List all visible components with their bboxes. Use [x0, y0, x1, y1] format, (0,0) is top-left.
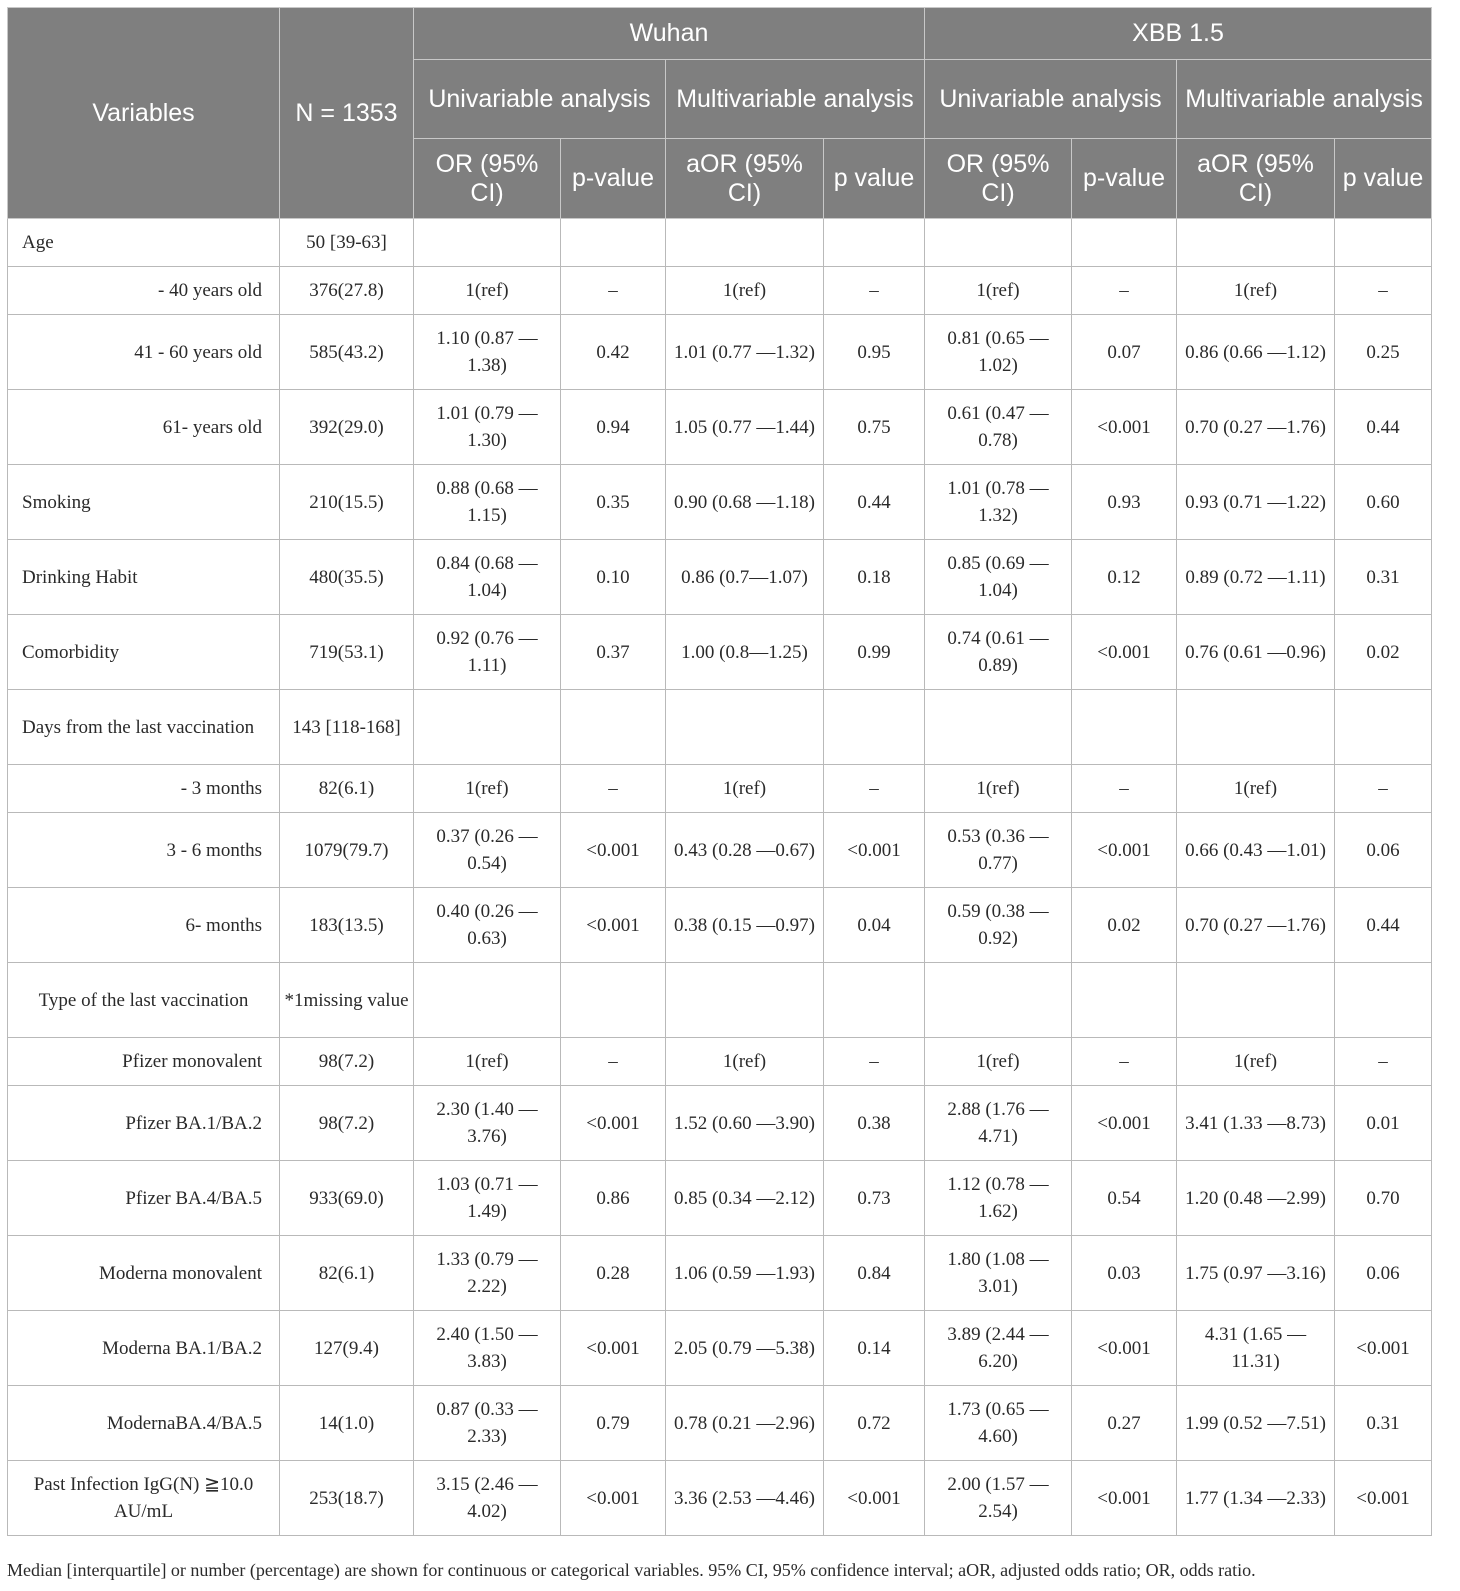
- odds-ratio-cell: 2.00 (1.57 —2.54): [925, 1461, 1072, 1536]
- odds-ratio-cell: 1(ref): [1177, 1038, 1335, 1086]
- odds-ratio-cell: 1(ref): [666, 1038, 824, 1086]
- row-label: Age: [8, 219, 280, 267]
- table-row: [8, 1038, 1432, 1086]
- table-row: [8, 1386, 1432, 1461]
- table-footnote: Median [interquartile] or number (percentage) are shown for continuous or categorical variables. 95% CI, 95% confidence interval; aOR, adjusted odds ratio; OR, odds ratio.: [7, 1560, 1256, 1580]
- row-count: 253(18.7): [280, 1461, 414, 1536]
- p-value-cell: –: [824, 1038, 925, 1086]
- odds-ratio-cell: 0.85 (0.34 —2.12): [666, 1161, 824, 1236]
- row-label: 3 - 6 months: [8, 813, 280, 888]
- odds-ratio-cell: 0.90 (0.68 —1.18): [666, 465, 824, 540]
- odds-ratio-cell: [414, 963, 561, 1038]
- p-value-cell: –: [561, 1038, 666, 1086]
- odds-ratio-cell: 1(ref): [666, 765, 824, 813]
- odds-ratio-cell: 0.40 (0.26 —0.63): [414, 888, 561, 963]
- p-value-cell: 0.35: [561, 465, 666, 540]
- row-label: 61- years old: [8, 390, 280, 465]
- p-value-cell: <0.001: [1335, 1311, 1432, 1386]
- p-value-cell: –: [561, 765, 666, 813]
- header-wuhan-univariable: Univariable analysis: [414, 60, 666, 139]
- row-count: 98(7.2): [280, 1038, 414, 1086]
- header-group-wuhan: Wuhan: [414, 8, 925, 60]
- p-value-cell: <0.001: [824, 813, 925, 888]
- odds-ratio-table: [7, 7, 1432, 1536]
- odds-ratio-cell: 0.84 (0.68 —1.04): [414, 540, 561, 615]
- odds-ratio-cell: 1.20 (0.48 —2.99): [1177, 1161, 1335, 1236]
- header-xbb-p-uni: p-value: [1072, 139, 1177, 219]
- odds-ratio-cell: 0.87 (0.33 —2.33): [414, 1386, 561, 1461]
- odds-ratio-cell: 2.88 (1.76 —4.71): [925, 1086, 1072, 1161]
- p-value-cell: 0.27: [1072, 1386, 1177, 1461]
- odds-ratio-cell: 0.37 (0.26 —0.54): [414, 813, 561, 888]
- table-row: [8, 888, 1432, 963]
- odds-ratio-cell: 1(ref): [925, 1038, 1072, 1086]
- p-value-cell: <0.001: [1072, 615, 1177, 690]
- header-wuhan-aor: aOR (95% CI): [666, 139, 824, 219]
- odds-ratio-cell: 1.52 (0.60 —3.90): [666, 1086, 824, 1161]
- row-count: 183(13.5): [280, 888, 414, 963]
- p-value-cell: [824, 219, 925, 267]
- p-value-cell: 0.03: [1072, 1236, 1177, 1311]
- odds-ratio-cell: [666, 963, 824, 1038]
- odds-ratio-cell: [666, 219, 824, 267]
- p-value-cell: 0.31: [1335, 1386, 1432, 1461]
- p-value-cell: <0.001: [1335, 1461, 1432, 1536]
- p-value-cell: 0.60: [1335, 465, 1432, 540]
- table-row: [8, 390, 1432, 465]
- p-value-cell: –: [824, 765, 925, 813]
- row-label: 41 - 60 years old: [8, 315, 280, 390]
- table-row: [8, 267, 1432, 315]
- odds-ratio-cell: 0.43 (0.28 —0.67): [666, 813, 824, 888]
- odds-ratio-cell: 0.70 (0.27 —1.76): [1177, 390, 1335, 465]
- p-value-cell: 0.04: [824, 888, 925, 963]
- table-row: [8, 963, 1432, 1038]
- row-label: Comorbidity: [8, 615, 280, 690]
- p-value-cell: [1072, 690, 1177, 765]
- odds-ratio-cell: 1(ref): [925, 267, 1072, 315]
- odds-ratio-cell: 0.59 (0.38 —0.92): [925, 888, 1072, 963]
- table-row: [8, 1311, 1432, 1386]
- table-row: [8, 219, 1432, 267]
- p-value-cell: 0.01: [1335, 1086, 1432, 1161]
- row-label: Pfizer monovalent: [8, 1038, 280, 1086]
- header-wuhan-or: OR (95% CI): [414, 139, 561, 219]
- header-wuhan-p-multi: p value: [824, 139, 925, 219]
- row-label: Days from the last vaccination: [8, 690, 280, 765]
- row-count: 82(6.1): [280, 765, 414, 813]
- p-value-cell: <0.001: [1072, 390, 1177, 465]
- odds-ratio-cell: 0.89 (0.72 —1.11): [1177, 540, 1335, 615]
- p-value-cell: 0.93: [1072, 465, 1177, 540]
- table-row: [8, 765, 1432, 813]
- odds-ratio-cell: 1.33 (0.79 —2.22): [414, 1236, 561, 1311]
- p-value-cell: 0.75: [824, 390, 925, 465]
- odds-ratio-cell: [666, 690, 824, 765]
- header-xbb-or: OR (95% CI): [925, 139, 1072, 219]
- p-value-cell: <0.001: [1072, 1086, 1177, 1161]
- table-row: [8, 615, 1432, 690]
- odds-ratio-cell: [925, 690, 1072, 765]
- p-value-cell: –: [1335, 1038, 1432, 1086]
- row-label: ModernaBA.4/BA.5: [8, 1386, 280, 1461]
- odds-ratio-cell: 1.10 (0.87 —1.38): [414, 315, 561, 390]
- header-variables: Variables: [8, 8, 280, 219]
- odds-ratio-cell: 3.41 (1.33 —8.73): [1177, 1086, 1335, 1161]
- p-value-cell: 0.06: [1335, 813, 1432, 888]
- row-count: 98(7.2): [280, 1086, 414, 1161]
- row-count: 82(6.1): [280, 1236, 414, 1311]
- table-body: [8, 219, 1432, 1536]
- odds-ratio-cell: 1(ref): [414, 765, 561, 813]
- row-label: Drinking Habit: [8, 540, 280, 615]
- p-value-cell: [561, 219, 666, 267]
- row-count: 719(53.1): [280, 615, 414, 690]
- header-xbb-univariable: Univariable analysis: [925, 60, 1177, 139]
- odds-ratio-cell: 0.61 (0.47 —0.78): [925, 390, 1072, 465]
- row-count: 480(35.5): [280, 540, 414, 615]
- odds-ratio-cell: [414, 690, 561, 765]
- p-value-cell: 0.86: [561, 1161, 666, 1236]
- p-value-cell: 0.25: [1335, 315, 1432, 390]
- p-value-cell: 0.70: [1335, 1161, 1432, 1236]
- p-value-cell: –: [1335, 267, 1432, 315]
- odds-ratio-cell: 0.85 (0.69 —1.04): [925, 540, 1072, 615]
- p-value-cell: 0.79: [561, 1386, 666, 1461]
- table-row: [8, 540, 1432, 615]
- odds-ratio-cell: 1.73 (0.65 —4.60): [925, 1386, 1072, 1461]
- odds-ratio-cell: 0.92 (0.76 —1.11): [414, 615, 561, 690]
- p-value-cell: 0.02: [1072, 888, 1177, 963]
- p-value-cell: –: [1072, 1038, 1177, 1086]
- p-value-cell: <0.001: [561, 1311, 666, 1386]
- row-label: Past Infection IgG(N) ≧10.0 AU/mL: [8, 1461, 280, 1536]
- p-value-cell: 0.31: [1335, 540, 1432, 615]
- p-value-cell: 0.99: [824, 615, 925, 690]
- odds-ratio-cell: 0.38 (0.15 —0.97): [666, 888, 824, 963]
- p-value-cell: 0.02: [1335, 615, 1432, 690]
- row-count: 392(29.0): [280, 390, 414, 465]
- p-value-cell: 0.72: [824, 1386, 925, 1461]
- odds-ratio-cell: 1(ref): [925, 765, 1072, 813]
- row-count: 933(69.0): [280, 1161, 414, 1236]
- p-value-cell: <0.001: [561, 813, 666, 888]
- odds-ratio-cell: 1.05 (0.77 —1.44): [666, 390, 824, 465]
- p-value-cell: <0.001: [1072, 813, 1177, 888]
- p-value-cell: –: [1335, 765, 1432, 813]
- odds-ratio-cell: 1(ref): [666, 267, 824, 315]
- row-label: Pfizer BA.4/BA.5: [8, 1161, 280, 1236]
- row-label: Moderna monovalent: [8, 1236, 280, 1311]
- table-row: [8, 1461, 1432, 1536]
- row-label: 6- months: [8, 888, 280, 963]
- odds-ratio-cell: 2.05 (0.79 —5.38): [666, 1311, 824, 1386]
- odds-ratio-cell: 3.15 (2.46 —4.02): [414, 1461, 561, 1536]
- odds-ratio-cell: [925, 963, 1072, 1038]
- odds-ratio-cell: [925, 219, 1072, 267]
- odds-ratio-cell: 1.01 (0.78 —1.32): [925, 465, 1072, 540]
- p-value-cell: 0.14: [824, 1311, 925, 1386]
- odds-ratio-cell: 1.99 (0.52 —7.51): [1177, 1386, 1335, 1461]
- odds-ratio-cell: 1.77 (1.34 —2.33): [1177, 1461, 1335, 1536]
- odds-ratio-cell: 1.01 (0.79 —1.30): [414, 390, 561, 465]
- table-row: [8, 1086, 1432, 1161]
- p-value-cell: 0.84: [824, 1236, 925, 1311]
- odds-ratio-cell: 0.88 (0.68 —1.15): [414, 465, 561, 540]
- p-value-cell: [1072, 963, 1177, 1038]
- header-wuhan-multivariable: Multivariable analysis: [666, 60, 925, 139]
- table-row: [8, 1161, 1432, 1236]
- odds-ratio-cell: 4.31 (1.65 —11.31): [1177, 1311, 1335, 1386]
- header-xbb-aor: aOR (95% CI): [1177, 139, 1335, 219]
- p-value-cell: 0.44: [824, 465, 925, 540]
- odds-ratio-cell: [1177, 219, 1335, 267]
- p-value-cell: [824, 963, 925, 1038]
- row-count: 50 [39-63]: [280, 219, 414, 267]
- row-count: 143 [118-168]: [280, 690, 414, 765]
- row-label: Smoking: [8, 465, 280, 540]
- p-value-cell: [824, 690, 925, 765]
- odds-ratio-cell: 2.40 (1.50 —3.83): [414, 1311, 561, 1386]
- p-value-cell: [1335, 963, 1432, 1038]
- odds-ratio-cell: 1.75 (0.97 —3.16): [1177, 1236, 1335, 1311]
- header-xbb-p-multi: p value: [1335, 139, 1432, 219]
- p-value-cell: 0.94: [561, 390, 666, 465]
- p-value-cell: 0.44: [1335, 888, 1432, 963]
- p-value-cell: <0.001: [824, 1461, 925, 1536]
- odds-ratio-cell: 3.89 (2.44 —6.20): [925, 1311, 1072, 1386]
- odds-ratio-cell: 0.76 (0.61 —0.96): [1177, 615, 1335, 690]
- p-value-cell: <0.001: [561, 1461, 666, 1536]
- p-value-cell: –: [561, 267, 666, 315]
- p-value-cell: [1335, 219, 1432, 267]
- header-xbb-multivariable: Multivariable analysis: [1177, 60, 1432, 139]
- p-value-cell: <0.001: [561, 1086, 666, 1161]
- odds-ratio-cell: 1.12 (0.78 —1.62): [925, 1161, 1072, 1236]
- row-label: Moderna BA.1/BA.2: [8, 1311, 280, 1386]
- row-count: 14(1.0): [280, 1386, 414, 1461]
- odds-ratio-cell: 1.06 (0.59 —1.93): [666, 1236, 824, 1311]
- p-value-cell: 0.38: [824, 1086, 925, 1161]
- header-wuhan-p-uni: p-value: [561, 139, 666, 219]
- odds-ratio-cell: 1(ref): [1177, 765, 1335, 813]
- p-value-cell: <0.001: [1072, 1311, 1177, 1386]
- header-n-total: N = 1353: [280, 8, 414, 219]
- p-value-cell: 0.37: [561, 615, 666, 690]
- odds-ratio-cell: 0.93 (0.71 —1.22): [1177, 465, 1335, 540]
- odds-ratio-cell: 0.78 (0.21 —2.96): [666, 1386, 824, 1461]
- odds-ratio-cell: 0.70 (0.27 —1.76): [1177, 888, 1335, 963]
- p-value-cell: 0.07: [1072, 315, 1177, 390]
- odds-ratio-cell: 1(ref): [414, 1038, 561, 1086]
- odds-ratio-cell: 1.80 (1.08 —3.01): [925, 1236, 1072, 1311]
- odds-ratio-cell: 0.74 (0.61 —0.89): [925, 615, 1072, 690]
- odds-ratio-cell: 1(ref): [414, 267, 561, 315]
- p-value-cell: –: [1072, 267, 1177, 315]
- odds-ratio-cell: 0.66 (0.43 —1.01): [1177, 813, 1335, 888]
- table-row: [8, 315, 1432, 390]
- row-label: - 3 months: [8, 765, 280, 813]
- p-value-cell: [1335, 690, 1432, 765]
- odds-ratio-cell: [1177, 690, 1335, 765]
- row-label: Type of the last vaccination: [8, 963, 280, 1038]
- row-count: 127(9.4): [280, 1311, 414, 1386]
- odds-ratio-cell: 2.30 (1.40 —3.76): [414, 1086, 561, 1161]
- row-count: 210(15.5): [280, 465, 414, 540]
- odds-ratio-cell: 0.86 (0.7—1.07): [666, 540, 824, 615]
- row-label: Pfizer BA.1/BA.2: [8, 1086, 280, 1161]
- odds-ratio-cell: 1(ref): [1177, 267, 1335, 315]
- odds-ratio-cell: 1.01 (0.77 —1.32): [666, 315, 824, 390]
- odds-ratio-cell: [1177, 963, 1335, 1038]
- table-header: [8, 8, 1432, 219]
- p-value-cell: 0.73: [824, 1161, 925, 1236]
- odds-ratio-cell: [414, 219, 561, 267]
- p-value-cell: 0.06: [1335, 1236, 1432, 1311]
- p-value-cell: [1072, 219, 1177, 267]
- p-value-cell: –: [1072, 765, 1177, 813]
- p-value-cell: 0.42: [561, 315, 666, 390]
- table-row: [8, 690, 1432, 765]
- p-value-cell: 0.95: [824, 315, 925, 390]
- p-value-cell: 0.10: [561, 540, 666, 615]
- p-value-cell: <0.001: [561, 888, 666, 963]
- odds-ratio-cell: 1.03 (0.71 —1.49): [414, 1161, 561, 1236]
- row-label: - 40 years old: [8, 267, 280, 315]
- table-row: [8, 465, 1432, 540]
- row-count: 376(27.8): [280, 267, 414, 315]
- p-value-cell: 0.44: [1335, 390, 1432, 465]
- p-value-cell: [561, 690, 666, 765]
- row-count: 585(43.2): [280, 315, 414, 390]
- odds-ratio-cell: 0.53 (0.36 —0.77): [925, 813, 1072, 888]
- odds-ratio-cell: 1.00 (0.8—1.25): [666, 615, 824, 690]
- p-value-cell: 0.12: [1072, 540, 1177, 615]
- header-group-xbb: XBB 1.5: [925, 8, 1432, 60]
- row-count: 1079(79.7): [280, 813, 414, 888]
- p-value-cell: [561, 963, 666, 1038]
- p-value-cell: 0.18: [824, 540, 925, 615]
- odds-ratio-cell: 0.86 (0.66 —1.12): [1177, 315, 1335, 390]
- table-row: [8, 813, 1432, 888]
- odds-ratio-cell: 0.81 (0.65 —1.02): [925, 315, 1072, 390]
- p-value-cell: 0.28: [561, 1236, 666, 1311]
- p-value-cell: –: [824, 267, 925, 315]
- table-row: [8, 1236, 1432, 1311]
- odds-ratio-cell: 3.36 (2.53 —4.46): [666, 1461, 824, 1536]
- row-count: *1missing value: [280, 963, 414, 1038]
- p-value-cell: <0.001: [1072, 1461, 1177, 1536]
- p-value-cell: 0.54: [1072, 1161, 1177, 1236]
